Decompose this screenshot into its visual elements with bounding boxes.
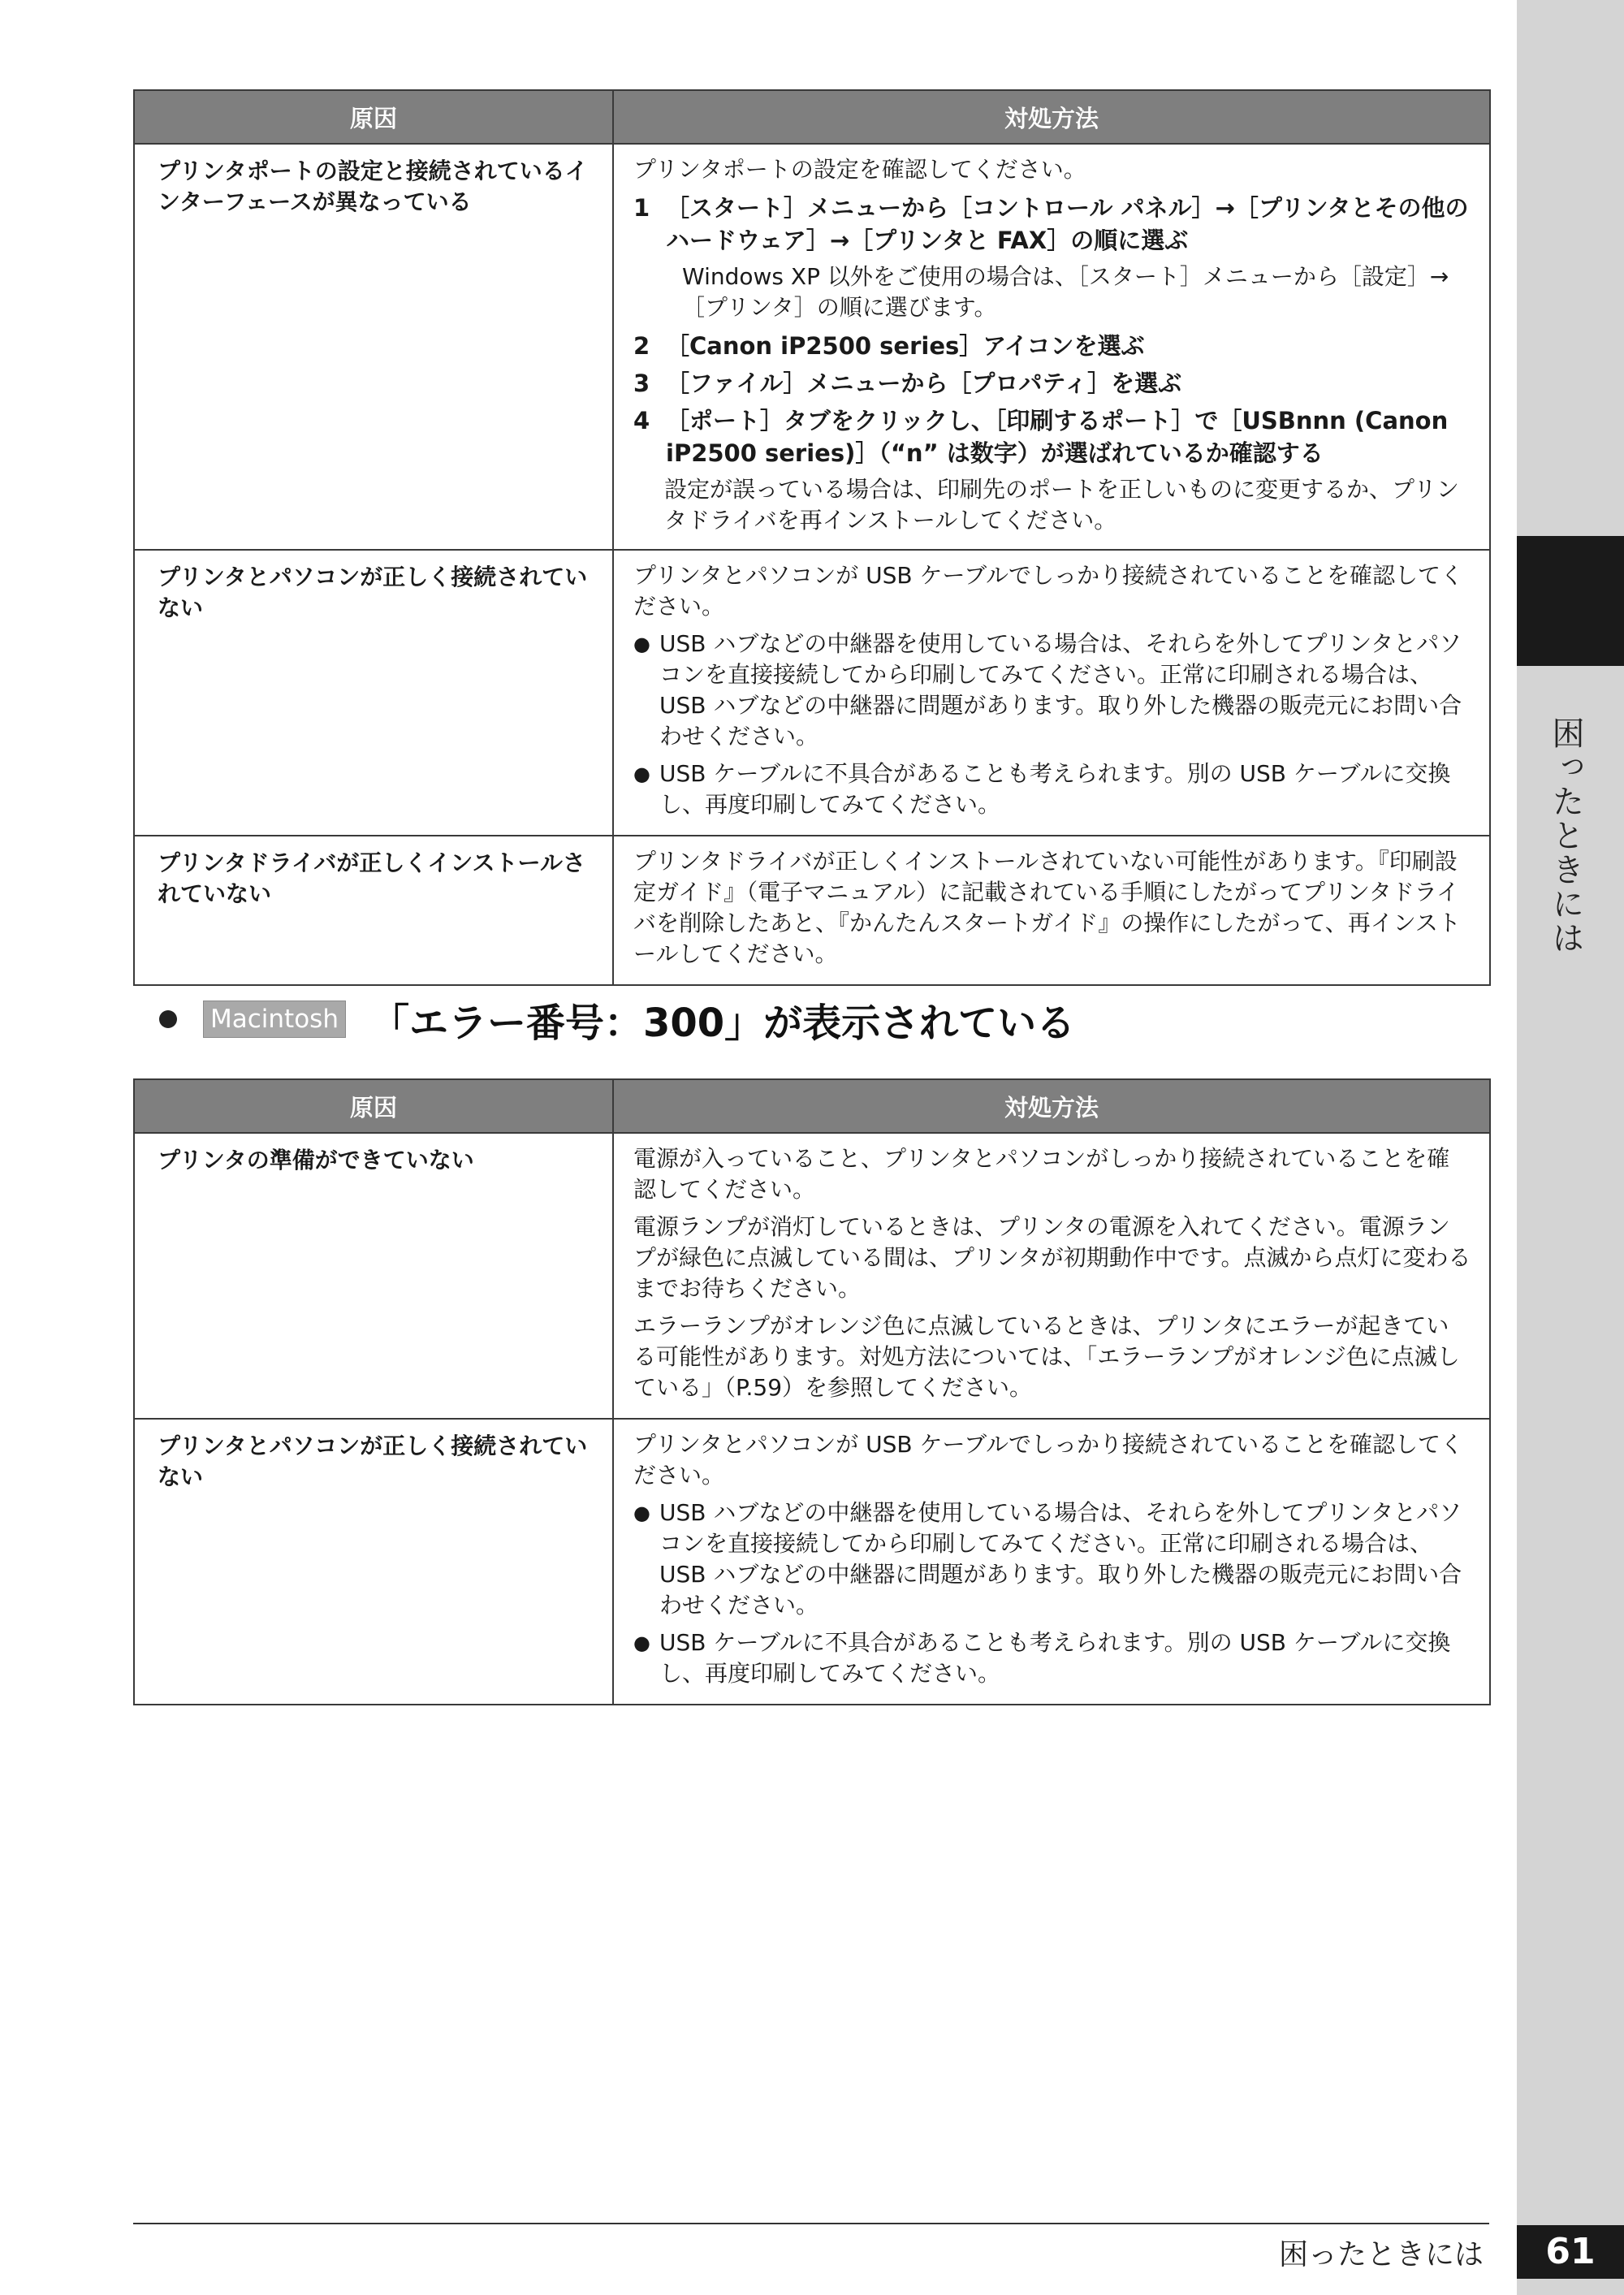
bullet-text: USB ケーブルに不具合があることも考えられます。別の USB ケーブルに交換し、再度印刷してみてください。 (659, 1629, 1451, 1687)
fix-cell (613, 144, 1490, 550)
step-text: ［ファイル］メニューから［プロパティ］を選ぶ (666, 370, 1182, 397)
table-header-row (134, 1079, 1490, 1133)
fix-intro: プリンタドライバが正しくインストールされていない可能性があります。『印刷設定ガイド』（電子マニュアル）に記載されている手順にしたがってプリンタドライバを削除したあと、『かんたんスタートガイド』の操作にしたがって、再インストールしてください。 (633, 848, 1461, 967)
bullet-dot-icon: ● (633, 763, 650, 785)
header-fix: 対処方法 (613, 1079, 1490, 1133)
step-item (633, 404, 1471, 469)
fix-intro: プリンタポートの設定を確認してください。 (633, 156, 1086, 183)
section-heading (159, 992, 1075, 1046)
step-note: Windows XP 以外をご使用の場合は、［スタート］メニューから［設定］→［プリンタ］の順に選びます。 (682, 263, 1449, 321)
bullet-dot-icon: ● (633, 1632, 650, 1654)
fix-paragraph: エラーランプがオレンジ色に点滅しているときは、プリンタにエラーが起きている可能性があります。対処方法については、「エラーランプがオレンジ色に点滅している」（P.59）を参照してください。 (633, 1312, 1460, 1401)
header-cause: 原因 (134, 90, 613, 144)
trouble-table-macintosh (133, 1078, 1491, 1705)
step-text: ［スタート］メニューから［コントロール パネル］→［プリンタとその他のハードウェア］→［プリンタと FAX］の順に選ぶ (666, 194, 1469, 254)
header-cause: 原因 (134, 1079, 613, 1133)
cause-cell: プリンタの準備ができていない (134, 1133, 613, 1419)
footer-rule (133, 2223, 1489, 2224)
cause-cell: プリンタとパソコンが正しく接続されていない (134, 550, 613, 836)
fix-cell (613, 1419, 1490, 1705)
cause-cell: プリンタとパソコンが正しく接続されていない (134, 1419, 613, 1705)
chapter-side-strip (1517, 0, 1624, 2295)
section-title: 「エラー番号：300」が表示されている (369, 1000, 1076, 1046)
table-row (134, 1419, 1490, 1705)
fix-paragraph: 電源ランプが消灯しているときは、プリンタの電源を入れてください。電源ランプが緑色に点滅している間は、プリンタが初期動作中です。点滅から点灯に変わるまでお待ちください。 (633, 1213, 1471, 1302)
step-number: 3 (633, 370, 650, 397)
table-header-row (134, 90, 1490, 144)
cause-cell: プリンタポートの設定と接続されているインターフェースが異なっている (134, 144, 613, 550)
section-bullet-icon (159, 1010, 177, 1028)
bullet-text: USB ケーブルに不具合があることも考えられます。別の USB ケーブルに交換し、再度印刷してみてください。 (659, 760, 1451, 818)
step-item (633, 330, 1471, 362)
table-row (134, 1133, 1490, 1419)
bullet-item (633, 759, 1471, 820)
bullet-item (633, 1498, 1471, 1621)
table-row (134, 550, 1490, 836)
bullet-text: USB ハブなどの中継器を使用している場合は、それらを外してプリンタとパソコンを直接接続してから印刷してみてください。正常に印刷される場合は、USB ハブなどの中継器に問題があります。取り外した機器の販売元にお問い合わせください。 (659, 630, 1462, 750)
fix-closing-note: 設定が誤っている場合は、印刷先のポートを正しいものに変更するか、プリンタドライバを再インストールしてください。 (664, 476, 1459, 534)
step-item (633, 192, 1471, 257)
step-number: 4 (633, 407, 650, 434)
bullet-item (633, 1627, 1471, 1689)
step-text: ［ポート］タブをクリックし、［印刷するポート］で［USBnnn (Canon iP2500 series)］（“n” は数字）が選ばれているか確認する (666, 407, 1449, 467)
macintosh-badge: Macintosh (203, 1001, 346, 1038)
fix-cell (613, 1133, 1490, 1419)
bullet-dot-icon: ● (633, 633, 650, 655)
fix-intro: プリンタとパソコンが USB ケーブルでしっかり接続されていることを確認してください。 (633, 562, 1463, 620)
step-text: ［Canon iP2500 series］アイコンを選ぶ (666, 332, 1145, 360)
cause-cell: プリンタドライバが正しくインストールされていない (134, 836, 613, 985)
step-number: 1 (633, 194, 650, 222)
chapter-tab-label: 困ったときには (1547, 716, 1584, 955)
table-row (134, 144, 1490, 550)
fix-paragraph: 電源が入っていること、プリンタとパソコンがしっかり接続されていることを確認してください。 (633, 1145, 1450, 1203)
fix-intro: プリンタとパソコンが USB ケーブルでしっかり接続されていることを確認してください。 (633, 1431, 1463, 1489)
step-number: 2 (633, 332, 650, 360)
page-number-box (1517, 2225, 1624, 2279)
bullet-item (633, 629, 1471, 752)
trouble-table-windows (133, 89, 1491, 986)
header-fix: 対処方法 (613, 90, 1490, 144)
fix-cell (613, 550, 1490, 836)
fix-cell (613, 836, 1490, 985)
bullet-dot-icon: ● (633, 1502, 650, 1524)
footer-chapter-label: 困ったときには (1279, 2238, 1484, 2271)
table-row (134, 836, 1490, 985)
page-number: 61 (1545, 2231, 1596, 2272)
step-item (633, 367, 1471, 400)
chapter-tab-marker (1517, 536, 1624, 666)
bullet-text: USB ハブなどの中継器を使用している場合は、それらを外してプリンタとパソコンを直接接続してから印刷してみてください。正常に印刷される場合は、USB ハブなどの中継器に問題があります。取り外した機器の販売元にお問い合わせください。 (659, 1499, 1462, 1619)
